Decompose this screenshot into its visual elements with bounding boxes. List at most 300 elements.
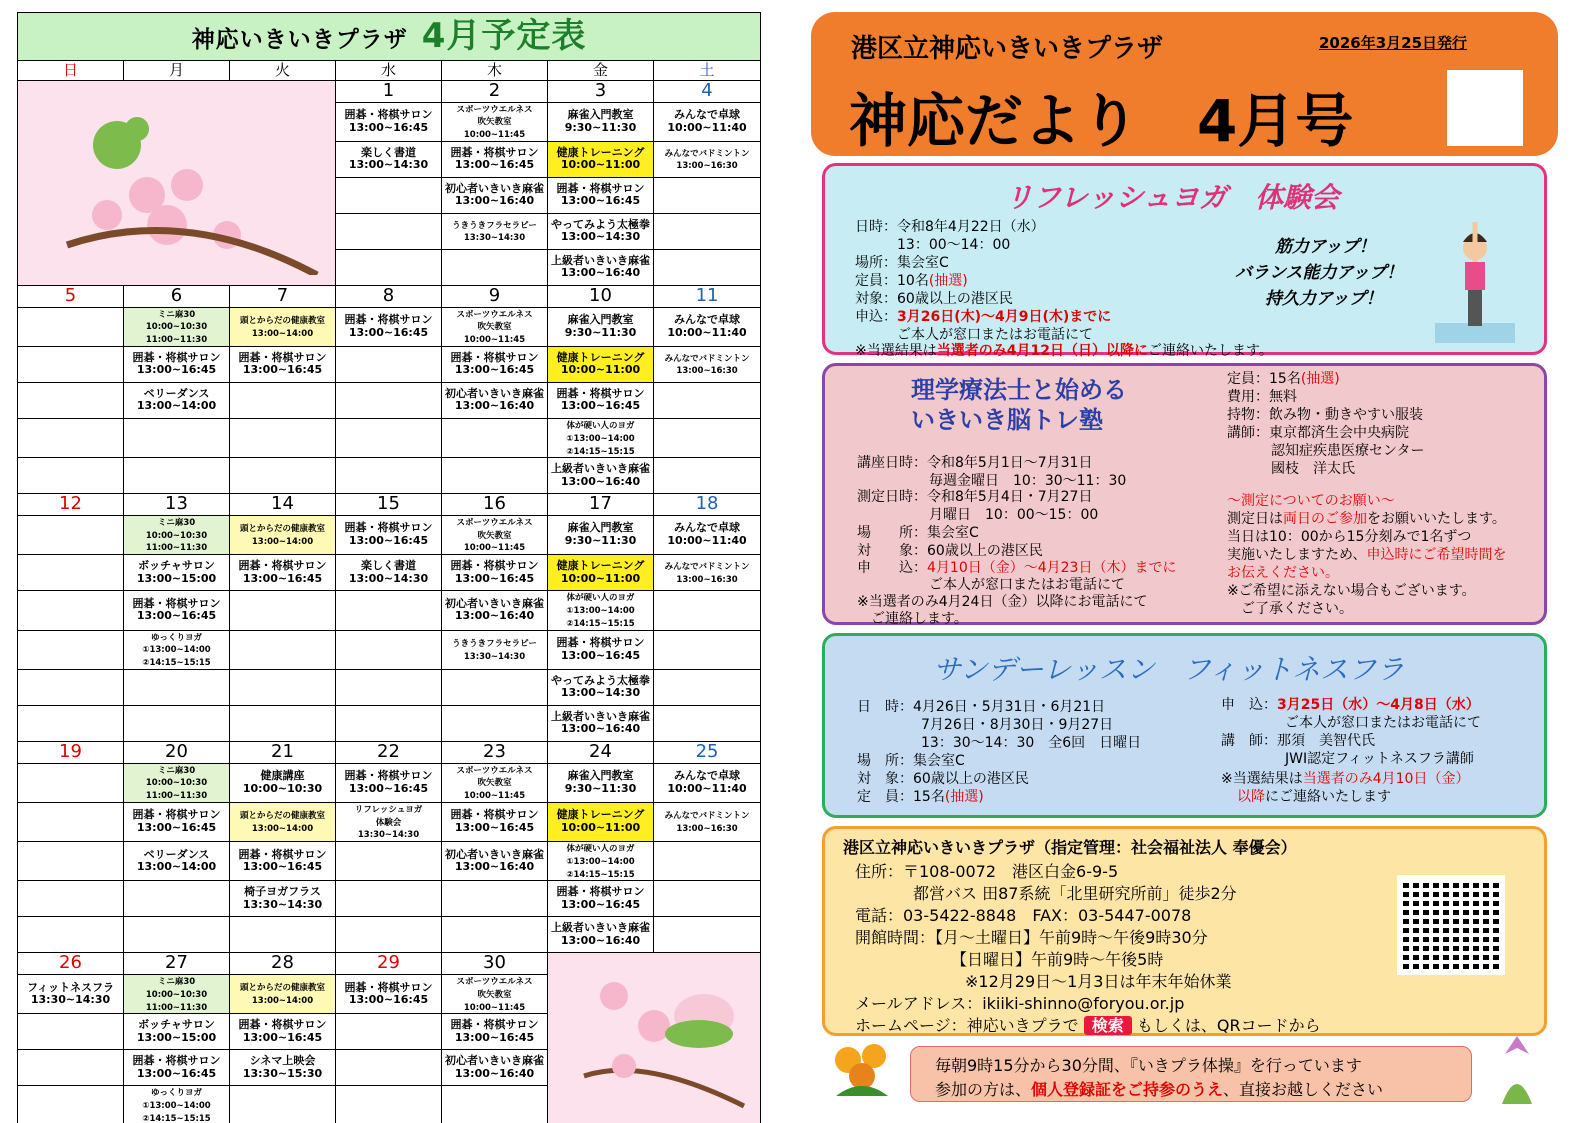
date-number: 2: [442, 81, 548, 103]
brain-apply-period: 4月10日（金）～4月23日（木）までに: [927, 560, 1177, 576]
event-cell: [124, 802, 230, 841]
info-holiday: ※12月29日～1月3日は年末年始休業: [965, 972, 1232, 991]
event-text: 囲碁・将棋サロン 13:00~16:45: [450, 145, 539, 172]
event-cell: [654, 307, 761, 346]
event-text: 椅子ヨガフラス 13:30~14:30: [242, 885, 323, 911]
event-text: ゆっくりヨガ ①13:00~14:00 ②14:15~15:15: [142, 1088, 211, 1123]
event-cell: [230, 881, 336, 917]
yoga-apply-method: ご本人が窓口またはお電話にて: [897, 327, 1093, 343]
event-text: 体が硬い人のヨガ ①13:00~14:00 ②14:15~15:15: [566, 420, 635, 457]
event-cell: [654, 346, 761, 382]
hula-note-2b: にご連絡いたします: [1265, 789, 1391, 805]
hula-lottery: (抽選): [944, 789, 984, 805]
event-row: [18, 705, 761, 741]
date-number: 8: [336, 285, 442, 307]
event-cell: [442, 1014, 548, 1050]
date-number: 5: [18, 285, 124, 307]
empty-cell: [442, 418, 548, 457]
header-banner: [811, 12, 1558, 156]
empty-cell: [336, 458, 442, 494]
brain-measure-date: 測定日時：令和8年5月4日・7月27日: [857, 489, 1093, 505]
event-text: 体が硬い人のヨガ ①13:00~14:00 ②14:15~15:15: [566, 593, 635, 629]
date-number: 16: [442, 494, 548, 516]
event-cell: [442, 842, 548, 881]
brain-apply-label: 申 込：: [857, 560, 927, 576]
event-cell: [442, 177, 548, 213]
empty-cell: [654, 382, 761, 418]
event-text: スポーツウエルネス 吹矢教室 10:00~11:45: [456, 309, 533, 346]
date-row: [18, 953, 761, 975]
event-text: 囲碁・将棋サロン 13:00~16:45: [344, 313, 433, 339]
event-cell: [442, 346, 548, 382]
event-text: 囲碁・将棋サロン 13:00~16:45: [556, 885, 645, 911]
event-cell: [336, 141, 442, 177]
event-text: みんなでバドミントン 13:00~16:30: [664, 353, 750, 377]
date-number: 29: [336, 953, 442, 975]
event-text: 初心者いきいき麻雀 13:00~16:40: [445, 386, 544, 413]
yoga-capacity: [855, 270, 968, 290]
event-cell: [124, 1086, 230, 1123]
event-text: スポーツウエルネス 吹矢教室 10:00~11:45: [456, 765, 533, 802]
weekday-header: 金: [548, 61, 654, 81]
calendar-title: [18, 13, 761, 61]
event-text: リフレッシュヨガ 体験会 13:30~14:30: [354, 804, 423, 841]
weekday-row: [18, 61, 761, 81]
hula-capacity-text: 定 員：15名: [857, 789, 945, 805]
hula-capacity: [857, 786, 984, 806]
empty-cell: [336, 1014, 442, 1050]
event-cell: [654, 141, 761, 177]
date-row: [18, 81, 761, 103]
event-cell: [548, 515, 654, 554]
hula-dates-1: 日 時：4月26日・5月31日・6月21日: [857, 699, 1106, 715]
yoga-lottery: (抽選): [928, 273, 968, 289]
event-text: 上級者いきいき麻雀 13:00~16:40: [551, 921, 650, 947]
event-cell: [548, 669, 654, 705]
brain-instructor-dept: 認知症疾患医療センター: [1271, 443, 1425, 459]
info-homepage-qr: もしくは、QRコードから: [1136, 1016, 1321, 1035]
event-text: 囲碁・将棋サロン 13:00~16:45: [450, 1018, 539, 1044]
brain-measure-5: ※ご希望に添えない場合もございます。: [1227, 583, 1476, 599]
bottom-line-2: [935, 1077, 1383, 1100]
event-cell: [230, 307, 336, 346]
event-row: [18, 591, 761, 630]
event-text: ミニ麻30 10:00~10:30 11:00~11:30: [145, 517, 208, 554]
flower-left-icon: [826, 1036, 898, 1108]
search-button[interactable]: 検索: [1084, 1016, 1132, 1035]
event-cell: [548, 705, 654, 741]
bottom-notice: [910, 1046, 1472, 1102]
info-title: 港区立神応いきいきプラザ（指定管理：社会福祉法人 奉優会）: [843, 838, 1297, 857]
empty-cell: [230, 418, 336, 457]
event-cell: [548, 630, 654, 669]
event-cell: [230, 802, 336, 841]
event-cell: [124, 975, 230, 1014]
date-row: [18, 494, 761, 516]
hula-note-2a: 以降: [1237, 789, 1265, 805]
date-number: 13: [124, 494, 230, 516]
empty-cell: [18, 802, 124, 841]
event-cell: [230, 555, 336, 591]
brain-measure-3b: 申込時にご希望時間を: [1366, 547, 1507, 563]
event-cell: [548, 418, 654, 457]
event-text: 頭とからだの健康教室 13:00~14:00: [239, 316, 325, 339]
event-text: 囲碁・将棋サロン 13:00~16:45: [556, 181, 645, 208]
event-text: 囲碁・将棋サロン 13:00~16:45: [556, 636, 645, 662]
event-text: ミニ麻30 10:00~10:30 11:00~11:30: [145, 309, 208, 346]
event-text: 囲碁・将棋サロン 13:00~16:45: [132, 808, 221, 834]
event-text: 上級者いきいき麻雀 13:00~16:40: [551, 709, 650, 736]
event-text: うきうきフラセラピー 13:30~14:30: [452, 638, 537, 662]
date-number: 14: [230, 494, 336, 516]
brain-lottery: (抽選): [1300, 371, 1340, 387]
empty-cell: [336, 705, 442, 741]
date-number: 25: [654, 741, 761, 763]
empty-cell: [230, 591, 336, 630]
empty-cell: [230, 630, 336, 669]
brain-target: 対 象：60歳以上の港区民: [857, 543, 1043, 559]
event-cell: [442, 141, 548, 177]
empty-cell: [654, 842, 761, 881]
calendar-title-row: [18, 13, 761, 61]
event-row: [18, 515, 761, 554]
date-number: 11: [654, 285, 761, 307]
event-cell: [442, 763, 548, 802]
empty-cell: [336, 249, 442, 285]
date-number: 9: [442, 285, 548, 307]
brain-measure-time: 月曜日 10：00～15：00: [929, 507, 1099, 523]
empty-cell: [336, 842, 442, 881]
event-cell: [548, 458, 654, 494]
brain-note: ※当選者のみ4月24日（金）以降にお電話にて: [857, 594, 1148, 610]
yoga-note-b: 当選者のみ4月12日（日）以降に: [936, 343, 1148, 359]
event-cell: [654, 802, 761, 841]
event-text: 体が硬い人のヨガ ①13:00~14:00 ②14:15~15:15: [566, 844, 635, 880]
empty-cell: [336, 213, 442, 249]
event-text: 囲碁・将棋サロン 13:00~16:45: [132, 1054, 221, 1080]
event-cell: [654, 515, 761, 554]
brain-measure-3: [1227, 544, 1506, 564]
brain-measure-4: お伝えください。: [1227, 565, 1339, 581]
event-text: 囲碁・将棋サロン 13:00~16:45: [132, 350, 221, 377]
date-number: 30: [442, 953, 548, 975]
brain-measure-1a: 測定日は: [1227, 511, 1283, 527]
empty-cell: [18, 917, 124, 953]
yoga-capacity-text: 定員：10名: [855, 273, 929, 289]
yoga-catch-2: バランス能力アップ！: [1235, 263, 1404, 283]
event-text: 囲碁・将棋サロン 13:00~16:45: [238, 1018, 327, 1044]
brain-measure-1b: 両日のご参加: [1283, 511, 1367, 527]
event-text: やってみよう太極拳 13:00~14:30: [551, 673, 650, 700]
empty-cell: [230, 1086, 336, 1123]
event-text: 頭とからだの健康教室 13:00~14:00: [239, 983, 325, 1007]
date-number: 20: [124, 741, 230, 763]
event-text: 囲碁・将棋サロン 13:00~16:45: [238, 847, 327, 874]
empty-cell: [18, 515, 124, 554]
yoga-box: [822, 163, 1547, 359]
event-cell: [442, 102, 548, 141]
yoga-title: リフレッシュヨガ 体験会: [1005, 181, 1340, 214]
empty-cell: [654, 177, 761, 213]
event-cell: [548, 842, 654, 881]
event-text: 健康トレーニング 10:00~11:00: [556, 559, 645, 585]
bottom-line-1: 毎朝9時15分から30分間、『いきプラ体操』を行っています: [935, 1056, 1362, 1075]
empty-cell: [336, 382, 442, 418]
event-text: 囲碁・将棋サロン 13:00~16:45: [556, 386, 645, 413]
event-text: 頭とからだの健康教室 13:00~14:00: [239, 524, 325, 548]
event-cell: [442, 307, 548, 346]
brain-measure-2: 当日は10：00から15分刻みで1名ずつ: [1227, 529, 1472, 545]
empty-cell: [442, 881, 548, 917]
hula-box: [822, 633, 1547, 818]
event-row: [18, 802, 761, 841]
yoga-place: 場所：集会室C: [855, 255, 949, 271]
brain-measure-1c: をお願いいたします。: [1367, 511, 1506, 527]
date-number: 17: [548, 494, 654, 516]
date-number: 22: [336, 741, 442, 763]
event-cell: [124, 1050, 230, 1086]
brain-course-date: 講座日時：令和8年5月1日～7月31日: [857, 455, 1093, 471]
event-cell: [548, 802, 654, 841]
event-cell: [124, 1014, 230, 1050]
event-cell: [18, 975, 124, 1014]
event-text: 囲碁・将棋サロン 13:00~16:45: [450, 350, 539, 377]
hula-apply-label: 申 込：: [1221, 697, 1277, 713]
date-row: [18, 285, 761, 307]
event-text: 囲碁・将棋サロン 13:00~16:45: [450, 808, 539, 834]
event-text: ミニ麻30 10:00~10:30 11:00~11:30: [145, 765, 208, 802]
event-cell: [548, 881, 654, 917]
yoga-time: 13：00～14：00: [897, 237, 1011, 253]
yoga-note-c: ご連絡いたします。: [1147, 343, 1273, 359]
event-cell: [336, 102, 442, 141]
empty-cell: [336, 591, 442, 630]
empty-cell: [18, 307, 124, 346]
empty-cell: [230, 669, 336, 705]
info-homepage: [855, 1013, 1321, 1036]
info-bus: 都営バス 田87系統「北里研究所前」徒歩2分: [913, 884, 1237, 903]
event-text: 健康トレーニング 10:00~11:00: [556, 145, 645, 172]
empty-cell: [124, 705, 230, 741]
event-cell: [336, 975, 442, 1014]
empty-cell: [18, 1050, 124, 1086]
event-cell: [230, 842, 336, 881]
empty-cell: [230, 917, 336, 953]
yoga-apply-period: 3月26日(木)～4月9日(木)までに: [897, 309, 1112, 325]
event-cell: [124, 515, 230, 554]
event-cell: [336, 802, 442, 841]
date-number: 19: [18, 741, 124, 763]
event-text: 健康講座 10:00~10:30: [242, 769, 323, 795]
yoga-apply-label: 申込：: [855, 309, 897, 325]
empty-cell: [18, 669, 124, 705]
date-number: 28: [230, 953, 336, 975]
event-cell: [548, 213, 654, 249]
hula-time: 13：30～14：30 全6回 日曜日: [921, 735, 1142, 751]
event-text: 初心者いきいき麻雀 13:00~16:40: [445, 847, 544, 874]
empty-cell: [18, 763, 124, 802]
empty-cell: [18, 555, 124, 591]
hula-note: [1221, 768, 1469, 788]
event-text: みんなで卓球 10:00~11:40: [667, 108, 747, 134]
sakura-mochi-illustration: [548, 953, 761, 1123]
brain-instructor-name: 國枝 洋太氏: [1271, 461, 1355, 477]
event-cell: [124, 555, 230, 591]
weekday-header: 月: [124, 61, 230, 81]
event-cell: [548, 346, 654, 382]
brain-measure-heading: ～測定についてのお願い～: [1227, 493, 1395, 509]
date-number: 27: [124, 953, 230, 975]
calendar-title-text: 神応いきいきプラザ: [191, 26, 408, 53]
event-text: ミニ麻30 10:00~10:30 11:00~11:30: [145, 977, 208, 1013]
bottom-line-2c: 、直接お越しください: [1223, 1080, 1384, 1099]
event-row: [18, 763, 761, 802]
empty-cell: [442, 705, 548, 741]
yoga-date: 日時：令和8年4月22日（水）: [855, 219, 1045, 235]
brain-box: [822, 363, 1547, 625]
event-cell: [442, 591, 548, 630]
event-text: 囲碁・将棋サロン 13:00~16:45: [344, 769, 433, 795]
date-number: 15: [336, 494, 442, 516]
event-row: [18, 307, 761, 346]
event-row: [18, 458, 761, 494]
event-row: [18, 382, 761, 418]
empty-cell: [442, 458, 548, 494]
event-cell: [548, 917, 654, 953]
event-text: 初心者いきいき麻雀 13:00~16:40: [445, 181, 544, 208]
hula-note-b: 当選者のみ4月10日（金）: [1302, 771, 1470, 787]
event-text: 初心者いきいき麻雀 13:00~16:40: [445, 596, 544, 623]
hula-note-a: ※当選結果は: [1221, 771, 1303, 787]
info-hours-sun: 【日曜日】午前9時～午後5時: [951, 950, 1164, 969]
brain-capacity: [1227, 368, 1340, 388]
empty-cell: [124, 881, 230, 917]
cherry-blossom-illustration: [18, 81, 336, 286]
date-number: 6: [124, 285, 230, 307]
event-cell: [442, 630, 548, 669]
empty-cell: [230, 705, 336, 741]
weekday-header: 木: [442, 61, 548, 81]
date-number: 26: [18, 953, 124, 975]
event-cell: [230, 1014, 336, 1050]
brain-note-2: ご連絡します。: [871, 611, 968, 627]
event-text: みんなで卓球 10:00~11:40: [667, 313, 747, 339]
event-text: ボッチャサロン 13:00~15:00: [136, 559, 217, 585]
event-text: 麻雀入門教室 9:30~11:30: [564, 108, 637, 134]
hula-note-2: [1237, 786, 1391, 806]
event-text: 囲碁・将棋サロン 13:00~16:45: [450, 559, 539, 585]
empty-cell: [654, 249, 761, 285]
brain-instructor: 講師：東京都済生会中央病院: [1227, 425, 1409, 441]
empty-cell: [18, 591, 124, 630]
brain-course-time: 毎週金曜日 10：30～11：30: [929, 473, 1127, 489]
event-text: スポーツウエルネス 吹矢教室 10:00~11:45: [456, 517, 533, 554]
event-cell: [548, 177, 654, 213]
event-text: 楽しく書道 13:00~14:30: [348, 559, 429, 585]
event-text: みんなでバドミントン 13:00~16:30: [664, 811, 750, 834]
empty-cell: [654, 705, 761, 741]
event-cell: [124, 346, 230, 382]
empty-cell: [18, 630, 124, 669]
event-text: 囲碁・将棋サロン 13:00~16:45: [344, 521, 433, 548]
empty-cell: [18, 1014, 124, 1050]
event-cell: [336, 555, 442, 591]
event-text: 健康トレーニング 10:00~11:00: [556, 350, 645, 377]
info-email: メールアドレス：ikiiki-shinno@foryou.or.jp: [855, 994, 1185, 1013]
event-cell: [654, 763, 761, 802]
empty-cell: [18, 842, 124, 881]
event-text: 囲碁・将棋サロン 13:00~16:45: [238, 559, 327, 585]
event-text: ベリーダンス 13:00~14:00: [136, 386, 217, 413]
empty-cell: [18, 382, 124, 418]
empty-cell: [654, 418, 761, 457]
event-cell: [442, 382, 548, 418]
event-cell: [230, 975, 336, 1014]
info-phone: 電話：03-5422-8848 FAX：03-5447-0078: [855, 906, 1192, 925]
empty-cell: [336, 1050, 442, 1086]
event-row: [18, 418, 761, 457]
weekday-header: 水: [336, 61, 442, 81]
event-cell: [230, 515, 336, 554]
hula-dates-2: 7月26日・8月30日・9月27日: [921, 717, 1114, 733]
weekday-header: 日: [18, 61, 124, 81]
event-cell: [230, 346, 336, 382]
event-cell: [336, 515, 442, 554]
event-cell: [124, 307, 230, 346]
event-row: [18, 842, 761, 881]
event-row: [18, 555, 761, 591]
brain-measure-6: ご了承ください。: [1241, 601, 1353, 617]
empty-cell: [336, 346, 442, 382]
empty-cell: [336, 1086, 442, 1123]
event-cell: [442, 802, 548, 841]
bottom-line-2b: 個人登録証をご持参のうえ: [1031, 1080, 1224, 1099]
event-text: 健康トレーニング 10:00~11:00: [556, 808, 645, 834]
event-text: 初心者いきいき麻雀 13:00~16:40: [445, 1054, 544, 1080]
event-cell: [548, 382, 654, 418]
event-cell: [548, 102, 654, 141]
event-text: スポーツウエルネス 吹矢教室 10:00~11:45: [456, 104, 533, 141]
empty-cell: [442, 669, 548, 705]
event-row: [18, 630, 761, 669]
event-text: 麻雀入門教室 9:30~11:30: [564, 769, 637, 795]
event-cell: [548, 555, 654, 591]
event-row: [18, 346, 761, 382]
empty-cell: [654, 881, 761, 917]
event-cell: [548, 249, 654, 285]
event-cell: [124, 842, 230, 881]
empty-cell: [18, 705, 124, 741]
event-text: 麻雀入門教室 9:30~11:30: [564, 521, 637, 548]
brain-title-1: 理学療法士と始める: [911, 376, 1127, 404]
empty-cell: [442, 917, 548, 953]
event-text: 頭とからだの健康教室 13:00~14:00: [239, 811, 325, 834]
empty-cell: [654, 630, 761, 669]
date-number: 1: [336, 81, 442, 103]
info-address: 住所：〒108-0072 港区白金6-9-5: [855, 862, 1119, 881]
event-row: [18, 881, 761, 917]
empty-cell: [230, 458, 336, 494]
empty-cell: [230, 382, 336, 418]
brain-cost: 費用：無料: [1227, 389, 1297, 405]
event-text: スポーツウエルネス 吹矢教室 10:00~11:45: [456, 977, 533, 1013]
empty-cell: [654, 669, 761, 705]
brain-measure-1: [1227, 508, 1506, 528]
yoga-note-a: ※当選結果は: [855, 343, 937, 359]
qr-code-icon[interactable]: [1397, 875, 1505, 975]
hula-place: 場 所：集会室C: [857, 753, 965, 769]
weekday-header: 火: [230, 61, 336, 81]
